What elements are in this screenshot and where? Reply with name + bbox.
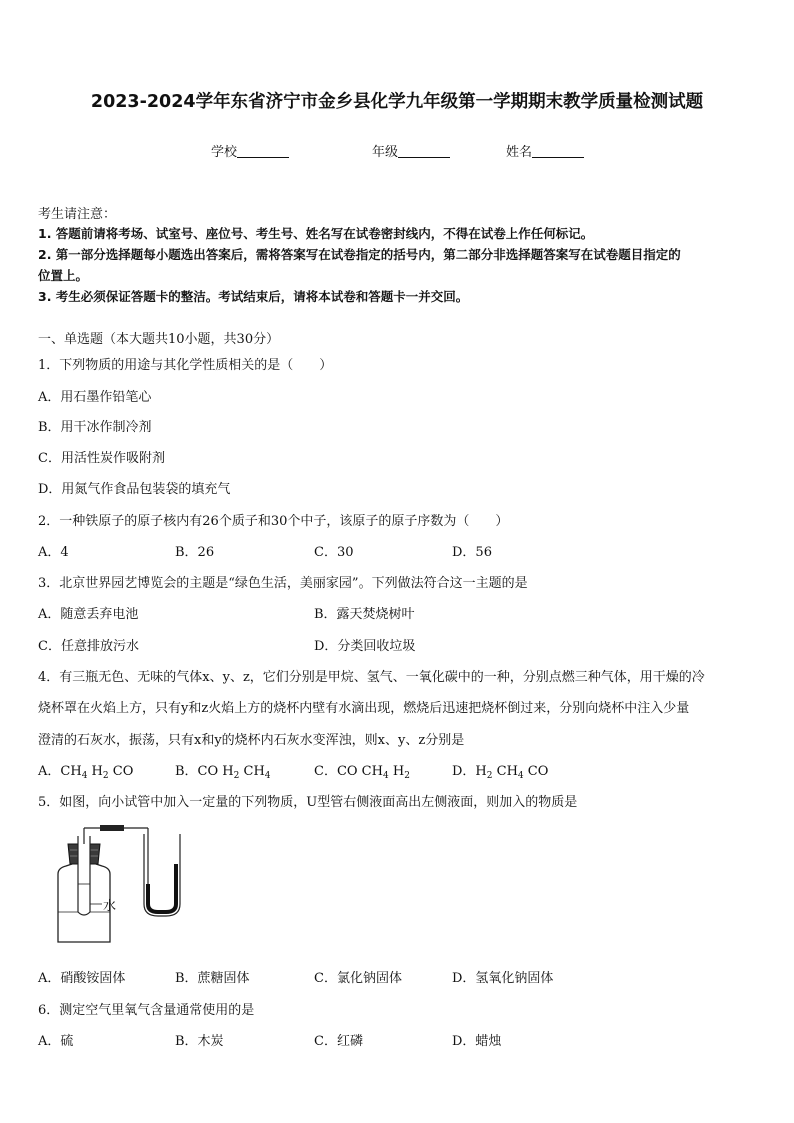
question-1-option-b: B．用干冰作制冷剂 — [38, 420, 152, 435]
question-2-option-b: B．26 — [175, 545, 215, 560]
section-heading: 一、单选题（本大题共10小题，共30分） — [38, 332, 280, 347]
test-tube — [78, 836, 90, 915]
question-5-option-d: D．氢氧化钠固体 — [452, 971, 554, 986]
page-title: 2023-2024学年东省济宁市金乡县化学九年级第一学期期末教学质量检测试题 — [90, 92, 704, 112]
water-label: 水 — [103, 899, 117, 914]
question-1-option-a: A．用石墨作铅笔心 — [38, 390, 152, 405]
name-field — [506, 141, 584, 160]
grade-blank — [398, 144, 450, 158]
question-6-stem: 6．测定空气里氧气含量通常使用的是 — [38, 1003, 255, 1018]
question-1-option-d: D．用氮气作食品包装袋的填充气 — [38, 482, 231, 497]
question-6-option-d: D．蜡烛 — [452, 1034, 502, 1049]
question-1-option-c: C．用活性炭作吸附剂 — [38, 451, 165, 466]
question-2-option-a: A．4 — [38, 545, 69, 560]
question-4-option-a: A．$CH_4$ $H_2$ CO — [38, 764, 134, 781]
question-4-stem-line-2: 烧杯罩在火焰上方，只有y和z火焰上方的烧杯内壁有水滴出现，燃烧后迅速把烧杯倒过来，分别向烧杯中注入少量 — [38, 701, 690, 716]
question-3-stem: 3．北京世界园艺博览会的主题是“绿色生活，美丽家园”。下列做法符合这一主题的是 — [38, 576, 528, 591]
question-3-option-b: B．露天焚烧树叶 — [314, 607, 415, 622]
question-3-option-c: C．任意排放污水 — [38, 639, 139, 654]
question-3-option-d: D．分类回收垃圾 — [314, 639, 416, 654]
question-3-option-a: A．随意丢弃电池 — [38, 607, 139, 622]
question-6-option-b: B．木炭 — [175, 1034, 224, 1049]
question-4-option-d: D．$H_2$ $CH_4$ CO — [452, 764, 549, 781]
apparatus-figure — [40, 824, 200, 946]
school-field — [211, 141, 289, 160]
grade-label: 年级 — [372, 145, 399, 160]
notice-item-1: 1. 答题前请将考场、试室号、座位号、考生号、姓名写在试卷密封线内，不得在试卷上作任何标记。 — [38, 226, 594, 241]
question-2-stem: 2．一种铁原子的原子核内有26个质子和30个中子，该原子的原子序数为（ ） — [38, 514, 509, 529]
tube-connector — [100, 825, 124, 831]
question-5-option-a: A．硝酸铵固体 — [38, 971, 126, 986]
notice-heading: 考生请注意： — [38, 207, 117, 222]
notice-item-3: 3. 考生必须保证答题卡的整洁。考试结束后，请将本试卷和答题卡一并交回。 — [38, 289, 469, 304]
question-2-option-c: C．30 — [314, 545, 354, 560]
question-1-stem: 1．下列物质的用途与其化学性质相关的是（ ） — [38, 358, 333, 373]
u-tube-liquid — [148, 864, 176, 912]
question-2-option-d: D．56 — [452, 545, 492, 560]
school-blank — [237, 144, 289, 158]
question-5-stem: 5．如图，向小试管中加入一定量的下列物质，U型管右侧液面高出左侧液面，则加入的物质是 — [38, 795, 578, 810]
question-4-option-c: C．CO $CH_4$ $H_2$ — [314, 764, 410, 781]
question-4-stem-line-3: 澄清的石灰水，振荡，只有x和y的烧杯内石灰水变浑浊，则x、y、z分别是 — [38, 733, 465, 748]
question-6-option-a: A．硫 — [38, 1034, 74, 1049]
notice-item-2: 2. 第一部分选择题每小题选出答案后，需将答案写在试卷指定的括号内，第二部分非选择题答案写在试卷题目指定的 — [38, 247, 681, 262]
question-5-option-b: B．蔗糖固体 — [175, 971, 250, 986]
name-blank — [532, 144, 584, 158]
question-5-option-c: C．氯化钠固体 — [314, 971, 402, 986]
grade-field — [372, 141, 450, 160]
question-6-option-c: C．红磷 — [314, 1034, 363, 1049]
question-4-option-b: B．CO $H_2$ $CH_4$ — [175, 764, 271, 781]
notice-item-2-cont: 位置上。 — [38, 268, 89, 283]
school-label: 学校 — [211, 145, 238, 160]
name-label: 姓名 — [506, 145, 533, 160]
question-4-stem-line-1: 4．有三瓶无色、无味的气体x、y、z，它们分别是甲烷、氢气、一氧化碳中的一种，分别点燃三种气体，用干燥的冷 — [38, 670, 705, 685]
